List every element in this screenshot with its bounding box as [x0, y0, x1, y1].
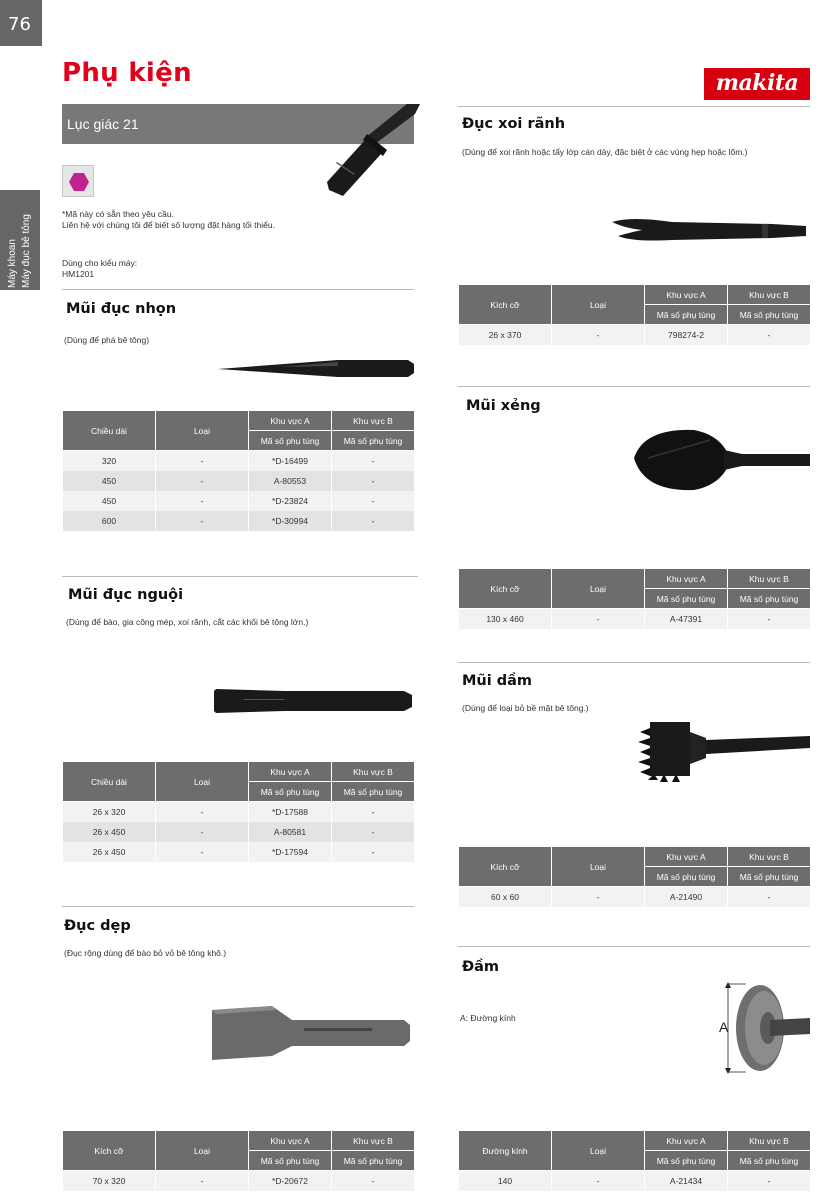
makita-logo: makita — [704, 68, 810, 100]
table-row — [459, 1171, 811, 1191]
col-header-part-b: Mã số phụ tùng — [332, 1151, 415, 1171]
tamper-desc: A: Đường kính — [460, 1013, 516, 1023]
col-header-part-a: Mã số phụ tùng — [645, 867, 728, 887]
col-header-zone-b: Khu vực B — [728, 1131, 811, 1151]
separator — [458, 386, 810, 387]
col-header-zone-b: Khu vực B — [332, 1131, 415, 1151]
pointed-table — [62, 410, 415, 531]
col-header-zone-a: Khu vực A — [249, 762, 332, 782]
cold-chisel-desc: (Dùng để bào, gia công mép, xoi rãnh, cắt các khối bê tông lớn.) — [66, 617, 309, 627]
cell-part-a: *D-23824 — [249, 491, 332, 511]
col-header-zone-b: Khu vực B — [728, 847, 811, 867]
cell-part-a: *D-30994 — [249, 511, 332, 531]
col-header-part-b: Mã số phụ tùng — [728, 867, 811, 887]
col-header-type: Loại — [156, 1131, 249, 1171]
cell-size: 130 x 460 — [459, 609, 552, 629]
cell-part-a: 798274-2 — [645, 325, 728, 345]
flat-chisel-title: Đục dẹp — [64, 918, 131, 934]
cell-size: 26 x 370 — [459, 325, 552, 345]
cell-part-b: - — [332, 842, 415, 862]
cell-type: - — [156, 802, 249, 822]
col-header-zone-b: Khu vực B — [332, 411, 415, 431]
pointed-desc: (Dùng để phá bê tông) — [64, 335, 150, 345]
spade-image — [634, 426, 810, 494]
table-row — [63, 511, 415, 531]
cell-part-b: - — [332, 491, 415, 511]
cell-type: - — [156, 491, 249, 511]
cell-type: - — [552, 887, 645, 907]
cell-part-a: A-21434 — [645, 1171, 728, 1191]
col-header-part-a: Mã số phụ tùng — [645, 589, 728, 609]
bush-hammer-image — [636, 718, 810, 790]
cell-part-b: - — [728, 1171, 811, 1191]
cell-length: 26 x 320 — [63, 802, 156, 822]
col-header-1: Kích cỡ — [63, 1131, 156, 1171]
cell-size: 60 x 60 — [459, 887, 552, 907]
col-header-zone-a: Khu vực A — [645, 569, 728, 589]
flat-chisel-image — [212, 1006, 410, 1060]
col-header-1: Kích cỡ — [459, 285, 552, 325]
cell-part-a: *D-16499 — [249, 451, 332, 471]
flat-chisel-table — [62, 1130, 415, 1191]
cell-part-a: *D-17594 — [249, 842, 332, 862]
col-header-type: Loại — [552, 569, 645, 609]
cell-length: 450 — [63, 491, 156, 511]
table-row — [63, 491, 415, 511]
cold-chisel-image — [214, 688, 412, 714]
table-row — [63, 842, 415, 862]
cold-chisel-title: Mũi đục nguội — [68, 587, 184, 603]
col-header-1: Kích cỡ — [459, 569, 552, 609]
pointed-chisel-image — [218, 358, 414, 378]
bush-tool-desc: (Dùng để loại bỏ bề mặt bê tông.) — [462, 703, 589, 713]
col-header-part-b: Mã số phụ tùng — [332, 431, 415, 451]
col-header-part-b: Mã số phụ tùng — [728, 589, 811, 609]
separator — [458, 106, 810, 107]
col-header-zone-a: Khu vực A — [645, 285, 728, 305]
col-header-part-b: Mã số phụ tùng — [332, 782, 415, 802]
cell-part-a: A-21490 — [645, 887, 728, 907]
note-line1: *Mã này có sẵn theo yêu cầu. — [62, 209, 174, 219]
tamper-table — [458, 1130, 811, 1191]
col-header-part-b: Mã số phụ tùng — [728, 305, 811, 325]
col-header-type: Loại — [552, 285, 645, 325]
page-number-box — [0, 0, 42, 46]
hex-shank-icon — [325, 104, 420, 200]
col-header-zone-b: Khu vực B — [332, 762, 415, 782]
col-header-part-a: Mã số phụ tùng — [249, 782, 332, 802]
groove-chisel-title: Đục xoi rãnh — [462, 116, 566, 132]
table-row — [63, 451, 415, 471]
bush-tool-title: Mũi dầm — [462, 673, 533, 689]
col-header-1: Chiều dài — [63, 762, 156, 802]
col-header-part-a: Mã số phụ tùng — [249, 1151, 332, 1171]
cell-type: - — [156, 842, 249, 862]
cell-part-b: - — [728, 609, 811, 629]
separator — [62, 906, 414, 907]
flat-chisel-desc: (Đục rộng dùng để bào bỏ vỏ bê tông khô.) — [64, 948, 227, 958]
separator — [458, 946, 810, 947]
col-header-type: Loại — [552, 847, 645, 887]
cell-type: - — [156, 471, 249, 491]
page-title: Phụ kiện — [62, 58, 192, 88]
side-tab-line1: Máy khoan — [7, 239, 18, 288]
cell-part-b: - — [332, 451, 415, 471]
col-header-1: Đường kính — [459, 1131, 552, 1171]
tamper-title: Đầm — [462, 959, 500, 975]
cell-part-a: *D-17588 — [249, 802, 332, 822]
cell-part-a: *D-20672 — [249, 1171, 332, 1191]
cell-type: - — [156, 1171, 249, 1191]
cell-part-b: - — [332, 1171, 415, 1191]
spade-table — [458, 568, 811, 629]
col-header-zone-a: Khu vực A — [249, 411, 332, 431]
col-header-type: Loại — [156, 762, 249, 802]
cold-chisel-table — [62, 761, 415, 862]
cell-type: - — [552, 609, 645, 629]
models-label: Dùng cho kiểu máy: — [62, 258, 138, 268]
cell-part-a: A-47391 — [645, 609, 728, 629]
table-row — [63, 822, 415, 842]
spade-title: Mũi xẻng — [466, 398, 541, 414]
page-number: 76 — [8, 14, 31, 35]
table-row — [63, 1171, 415, 1191]
col-header-1: Chiều dài — [63, 411, 156, 451]
side-tab — [2, 192, 40, 288]
cell-diameter: 140 — [459, 1171, 552, 1191]
cell-type: - — [552, 1171, 645, 1191]
col-header-part-a: Mã số phụ tùng — [249, 431, 332, 451]
cell-part-b: - — [728, 325, 811, 345]
hexagon-swatch — [62, 165, 94, 197]
cell-part-b: - — [332, 511, 415, 531]
cell-part-a: A-80553 — [249, 471, 332, 491]
col-header-zone-a: Khu vực A — [249, 1131, 332, 1151]
table-row — [459, 609, 811, 629]
col-header-zone-a: Khu vực A — [645, 847, 728, 867]
table-row — [63, 471, 415, 491]
cell-size: 70 x 320 — [63, 1171, 156, 1191]
side-tab-text — [6, 192, 34, 288]
models-value: HM1201 — [62, 269, 95, 279]
col-header-zone-a: Khu vực A — [645, 1131, 728, 1151]
diameter-dimension-label: A — [719, 1019, 729, 1035]
table-row — [63, 802, 415, 822]
cell-length: 26 x 450 — [63, 822, 156, 842]
cell-part-a: A-80581 — [249, 822, 332, 842]
cell-type: - — [156, 511, 249, 531]
groove-chisel-table — [458, 284, 811, 345]
cell-part-b: - — [332, 471, 415, 491]
bush-tool-table — [458, 846, 811, 907]
col-header-part-a: Mã số phụ tùng — [645, 1151, 728, 1171]
table-row — [459, 325, 811, 345]
col-header-1: Kích cỡ — [459, 847, 552, 887]
hex-section-label: Lục giác 21 — [67, 116, 139, 132]
separator — [62, 576, 418, 577]
cell-length: 320 — [63, 451, 156, 471]
groove-chisel-image — [612, 212, 806, 244]
col-header-zone-b: Khu vực B — [728, 569, 811, 589]
separator — [458, 662, 810, 663]
cell-part-b: - — [332, 802, 415, 822]
cell-type: - — [552, 325, 645, 345]
pointed-title: Mũi đục nhọn — [66, 301, 177, 317]
cell-length: 26 x 450 — [63, 842, 156, 862]
separator — [62, 289, 414, 290]
table-row — [459, 887, 811, 907]
cell-part-b: - — [332, 822, 415, 842]
col-header-type: Loại — [156, 411, 249, 451]
col-header-zone-b: Khu vực B — [728, 285, 811, 305]
note-line2: Liên hệ với chúng tôi để biết số lượng đặt hàng tối thiểu. — [62, 220, 275, 230]
col-header-type: Loại — [552, 1131, 645, 1171]
groove-chisel-desc: (Dùng để xoi rãnh hoặc tẩy lớp cán dày, đặc biệt ở các vùng hẹp hoặc lõm.) — [462, 147, 748, 157]
cell-length: 450 — [63, 471, 156, 491]
side-tab-line2: Máy đục bê tông — [21, 214, 32, 288]
col-header-part-b: Mã số phụ tùng — [728, 1151, 811, 1171]
cell-part-b: - — [728, 887, 811, 907]
cell-type: - — [156, 451, 249, 471]
cell-type: - — [156, 822, 249, 842]
col-header-part-a: Mã số phụ tùng — [645, 305, 728, 325]
cell-length: 600 — [63, 511, 156, 531]
hexagon-icon — [63, 166, 95, 198]
